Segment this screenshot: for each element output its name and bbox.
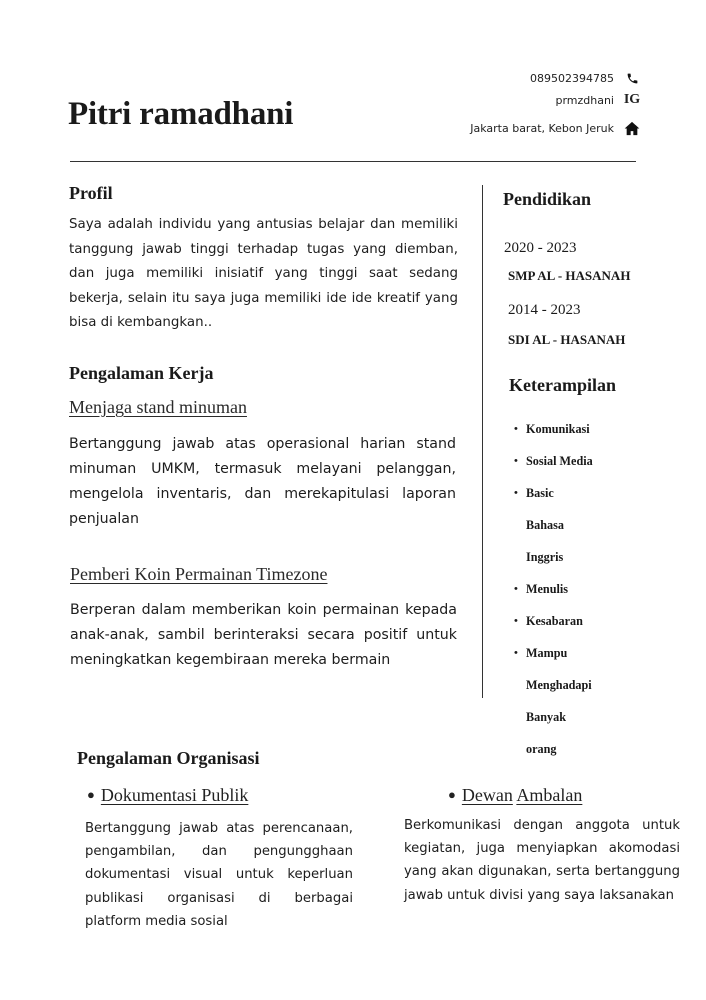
skill-item: • Sosial Media xyxy=(512,445,632,477)
education-years-1: 2020 - 2023 xyxy=(504,240,577,256)
resume-name: Pitri ramadhani xyxy=(68,96,294,132)
skills-heading: Keterampilan xyxy=(509,375,616,395)
education-heading: Pendidikan xyxy=(503,189,592,209)
instagram-handle: prmzdhani xyxy=(555,93,614,107)
organization-title-1 xyxy=(87,785,248,806)
job-description-1: Bertanggung jawab atas operasional harian stand minuman UMKM, termasuk melayani pelanggan, mengelola inventaris, dan merekapitulasi laporan penjualan xyxy=(69,436,456,527)
instagram-icon: IG xyxy=(623,92,641,107)
skill-item: • Komunikasi xyxy=(512,413,632,445)
education-years-2: 2014 - 2023 xyxy=(508,302,581,318)
address-text: Jakarta barat, Kebon Jeruk xyxy=(470,121,614,135)
job-description-2: Berperan dalam memberikan koin permainan kepada anak-anak, sambil berinteraksi secara positif untuk meningkatkan kegembiraan mereka bermain xyxy=(70,602,457,668)
education-school-2: SDI AL - HASANAH xyxy=(508,332,626,347)
skill-item: • Mampu Menghadapi Banyak orang xyxy=(512,637,592,765)
experience-heading: Pengalaman Kerja xyxy=(69,363,214,383)
bullet-icon: ● xyxy=(448,787,456,802)
skill-item: • Basic Bahasa Inggris xyxy=(512,477,592,573)
job-title-1: Menjaga stand minuman xyxy=(69,397,247,417)
organization-title-1-text: Dokumentasi Publik xyxy=(100,785,249,805)
organization-heading: Pengalaman Organisasi xyxy=(77,748,260,768)
home-icon xyxy=(624,120,640,136)
profil-heading: Profil xyxy=(69,183,113,203)
organization-title-2 xyxy=(448,785,582,806)
phone-number: 089502394785 xyxy=(530,71,614,85)
phone-icon xyxy=(624,70,640,86)
contact-address xyxy=(470,120,640,136)
organization-title-2-part1: Dewan xyxy=(461,785,513,805)
skill-item: • Menulis xyxy=(512,573,632,605)
job-title-2: Pemberi Koin Permainan Timezone xyxy=(70,564,328,584)
column-divider xyxy=(482,185,483,698)
contact-instagram xyxy=(555,92,640,108)
contact-phone xyxy=(530,70,640,86)
skills-list xyxy=(512,413,632,765)
organization-title-2-part2: Ambalan xyxy=(516,785,583,805)
bullet-icon: ● xyxy=(87,787,95,802)
organization-description-2: Berkomunikasi dengan anggota untuk kegiatan, juga menyiapkan akomodasi yang akan digunakan, serta bertanggung jawab untuk divisi yang saya laksanakan xyxy=(404,818,680,903)
skill-item: • Kesabaran xyxy=(512,605,632,637)
education-school-1: SMP AL - HASANAH xyxy=(508,268,631,283)
header-divider xyxy=(70,161,636,162)
organization-description-1: Bertanggung jawab atas perencanaan, pengambilan, dan pengungghaan dokumentasi visual untuk keperluan publikasi organisasi di berbagai platform media sosial xyxy=(85,821,353,929)
profil-text: Saya adalah individu yang antusias belajar dan memiliki tanggung jawab tinggi terhadap tugas yang diemban, dan juga memiliki inisiatif yang tinggi saat sedang bekerja, selain itu saya juga memiliki ide ide kreatif yang bisa di kembangkan.. xyxy=(69,217,458,331)
